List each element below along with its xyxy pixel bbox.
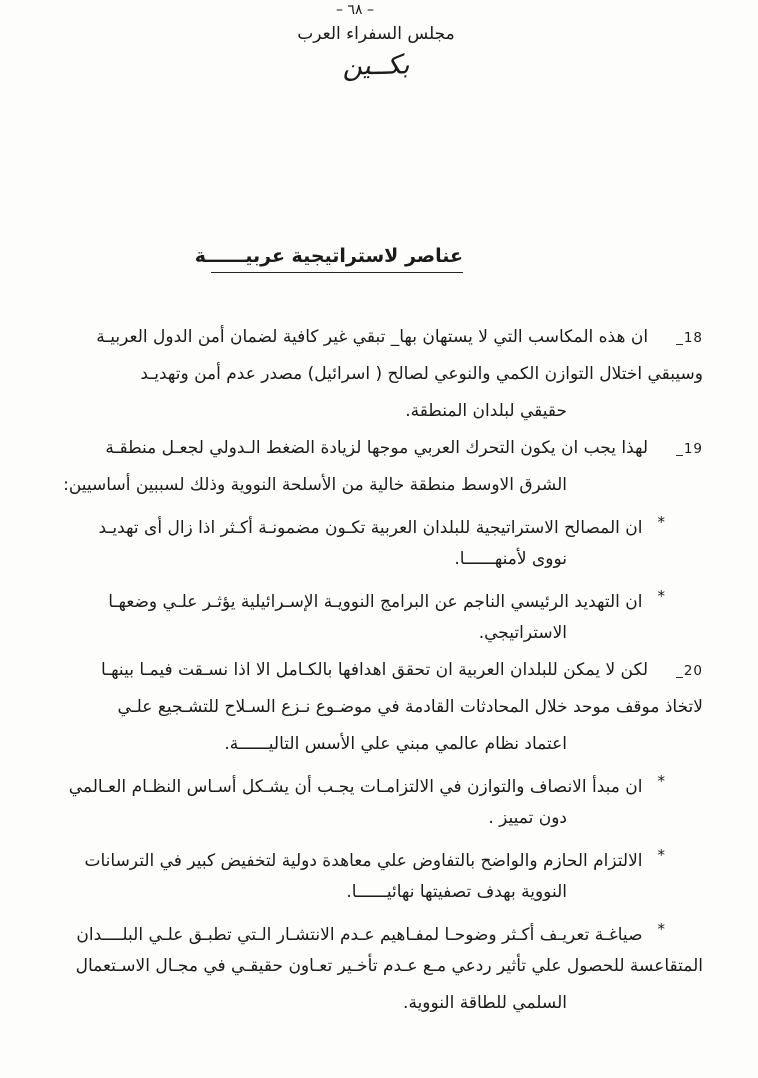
- line-text: المتقاعسة للحصول علي تأثير ردعي مـع عـدم تأخـير تعـاون حقيقـي في مجـال الاسـتعمال: [75, 956, 703, 976]
- bullet-line: [55, 578, 703, 615]
- line-text: ان هذه المكاسب التي لا يستهان بها_ تبقي غير كافية لضمان أمن الدول العربيـة: [96, 327, 649, 347]
- line-text: ان التهديد الرئيسي الناجم عن البرامج النوويـة الإسـرائيلية يؤثـر علـي وضعهـا: [108, 592, 643, 612]
- document-title: عناصر لاستراتيجية عربيــــــة: [211, 240, 463, 273]
- paragraph-number: 19_: [676, 441, 703, 457]
- bullet-marker: *: [657, 772, 665, 790]
- line-text: لكن لا يمكن للبلدان العربية ان تحقق اهدافها بالكـامل الا اذا نسـقت فيمـا بينهـا: [100, 660, 649, 680]
- bullet-item-5: [55, 911, 703, 1022]
- line-text: ان المصالح الاستراتيجية للبلدان العربية تكـون مضمونـة أكـثر اذا زال أى تهديـد: [98, 518, 643, 538]
- line-text: السلمي للطاقة النووية.: [403, 993, 567, 1013]
- bullet-marker: *: [657, 513, 665, 531]
- line-text: لهذا يجب ان يكون التحرك العربي موجها لزيادة الضغط الـدولي لجعـل منطقـة: [105, 438, 649, 458]
- line-text: ان مبدأ الانصاف والتوازن في الالتزامـات يجـب أن يشـكل أسـاس النظـام العـالمي: [68, 777, 643, 797]
- line-text: الشرق الاوسط منطقة خالية من الأسلحة النووية وذلك لسببين أساسيين:: [63, 475, 567, 495]
- bullet-marker: *: [657, 846, 665, 864]
- paragraph-number: 20_: [676, 663, 703, 679]
- header-place-handwritten: بكــين: [342, 49, 410, 82]
- bullet-item-4: [55, 837, 703, 911]
- bullet-marker: *: [657, 920, 665, 938]
- page-number: – ٦٨ –: [336, 2, 374, 18]
- paragraph-line: [55, 652, 703, 689]
- paragraph-20: [55, 652, 703, 763]
- line-text: وسيبقي اختلال التوازن الكمي والنوعي لصالح ( اسرائيل) مصدر عدم أمن وتهديـد: [140, 364, 703, 384]
- paragraph-line: [55, 319, 703, 356]
- bullet-marker: *: [657, 587, 665, 605]
- paragraph-18: [55, 319, 703, 430]
- bullet-line: [55, 911, 703, 948]
- line-text: الالتزام الحازم والواضح بالتفاوض علي معاهدة دولية لتخفيض كبير في الترسانات: [84, 851, 643, 871]
- bullet-item-2: [55, 578, 703, 652]
- line-text: اعتماد نظام عالمي مبني علي الأسس التاليــــــة.: [224, 734, 567, 754]
- line-text: الاستراتيجي.: [478, 623, 567, 643]
- bullet-line: [55, 763, 703, 800]
- bullet-line: [55, 504, 703, 541]
- line-text: لاتخاذ موقف موحد خلال المحادثات القادمة في موضـوع نـزع السـلاح للتشـجيع علـي: [117, 697, 703, 717]
- bullet-item-1: [55, 504, 703, 578]
- line-text: دون تمييز .: [488, 808, 567, 828]
- header-organization: مجلس السفراء العرب: [297, 24, 455, 44]
- document-body: [55, 319, 703, 1022]
- bullet-line: [55, 837, 703, 874]
- paragraph-line: [55, 430, 703, 467]
- line-text: صياغـة تعريـف أكـثر وضوحـا لمفـاهيم عـدم الانتشـار الـتي تطبـق علـي البلــــدان: [76, 925, 643, 945]
- line-text: النووية بهدف تصفيتها نهائيــــــا.: [346, 882, 567, 902]
- paragraph-19: [55, 430, 703, 504]
- paragraph-number: 18_: [676, 330, 703, 346]
- line-text: نووى لأمنهــــــا.: [454, 549, 567, 569]
- line-text: حقيقي لبلدان المنطقة.: [405, 401, 567, 421]
- bullet-item-3: [55, 763, 703, 837]
